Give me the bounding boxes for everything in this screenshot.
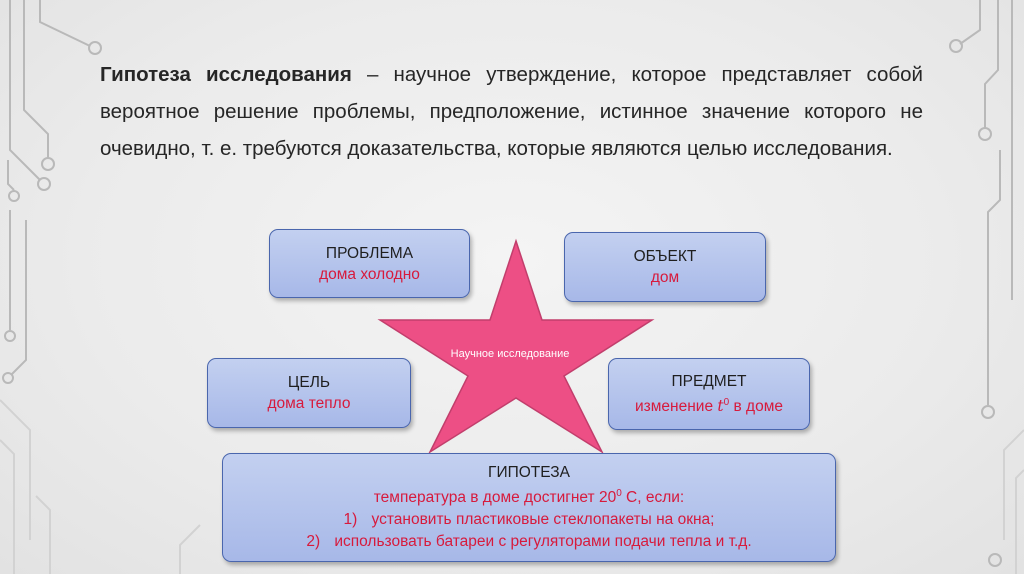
- definition-term: Гипотеза исследования: [100, 63, 352, 86]
- object-box: [564, 232, 766, 302]
- hypothesis-item-number: 2): [306, 533, 321, 551]
- goal-title: ЦЕЛЬ: [287, 374, 331, 391]
- hypothesis-condition-sup: 0: [616, 488, 622, 499]
- hypothesis-condition-before: температура в доме достигнет 20: [373, 489, 617, 507]
- hypothesis-item: [306, 509, 751, 531]
- subject-symbol: t: [717, 397, 724, 416]
- subject-title: ПРЕДМЕТ: [671, 372, 747, 390]
- subject-box: [608, 358, 810, 430]
- hypothesis-condition-after: С, если:: [621, 489, 685, 507]
- subject-value-before: изменение: [635, 398, 714, 416]
- hypothesis-box: [222, 453, 836, 562]
- object-title: ОБЪЕКТ: [633, 248, 697, 265]
- subject-superscript: 0: [723, 396, 730, 408]
- definition-text: – научное утверждение, которое представляет собой вероятное решение проблемы, предположение, истинное значение которого не очевидно, т. е. требуются доказательства, которые являются целью исследования.: [100, 63, 923, 160]
- hypothesis-list: [306, 509, 751, 553]
- subject-value-after: в доме: [733, 398, 783, 416]
- hypothesis-condition: [374, 483, 685, 509]
- subject-value: [635, 392, 783, 417]
- hypothesis-item-text: установить пластиковые стеклопакеты на окна;: [371, 511, 715, 529]
- goal-box: [207, 358, 411, 428]
- hypothesis-item: [306, 531, 751, 553]
- problem-box: [269, 229, 470, 298]
- problem-title: ПРОБЛЕМА: [325, 244, 414, 262]
- hypothesis-title: ГИПОТЕЗА: [488, 464, 570, 481]
- hypothesis-item-text: использовать батареи с регуляторами подачи тепла и т.д.: [334, 533, 752, 551]
- goal-value: дома тепло: [267, 395, 351, 412]
- problem-value: дома холодно: [319, 265, 420, 283]
- object-value: дом: [650, 269, 680, 286]
- star-label: Научное исследование: [450, 348, 570, 360]
- hypothesis-item-number: 1): [343, 511, 358, 529]
